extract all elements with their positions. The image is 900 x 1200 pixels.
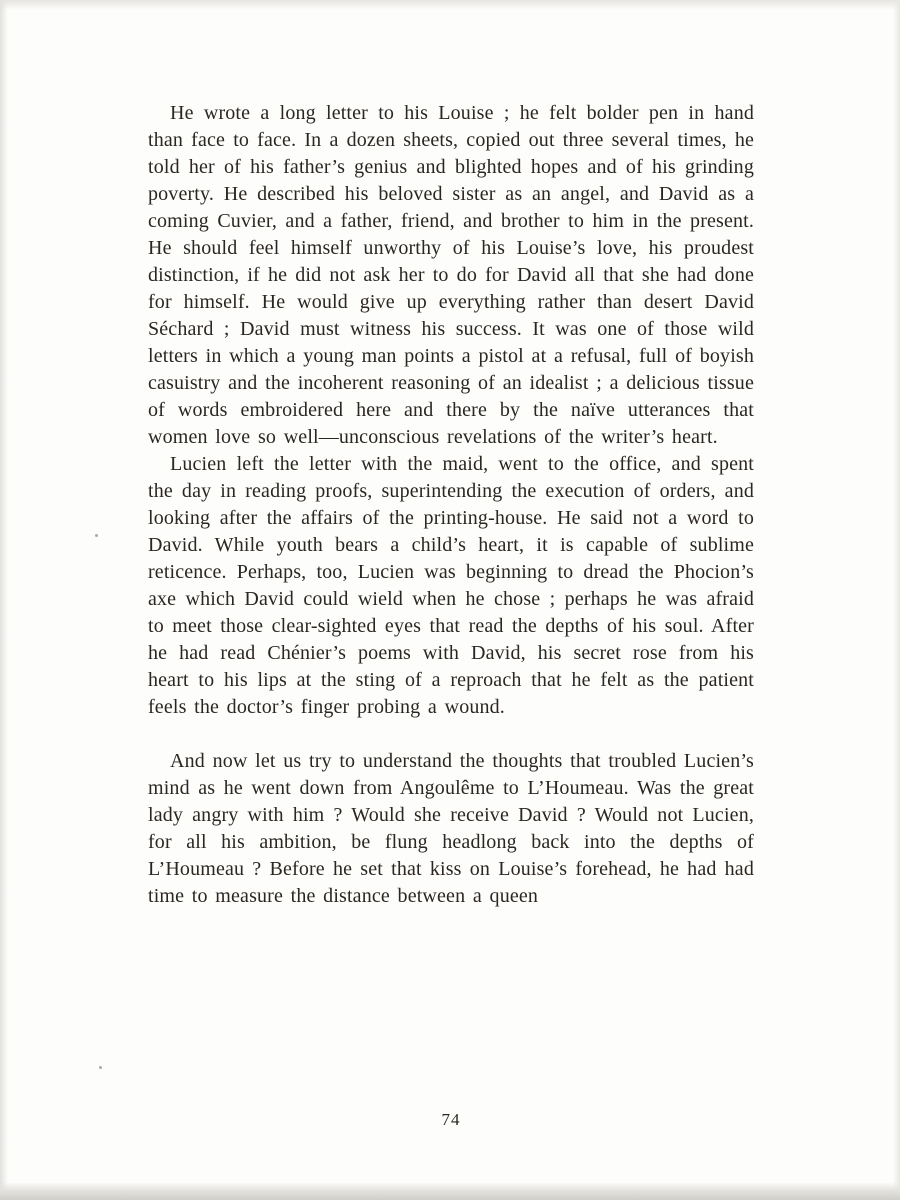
paragraph-lucien-at-office: Lucien left the letter with the maid, went to the office, and spent the day in reading proofs, superintending the execution of orders, and looking after the affairs of the printing-house. He said not a word to David. While youth bears a child’s heart, it is capable of sublime reticence. Perhaps, too, Lucien was beginning to dread the Phocion’s axe which David could wield when he chose ; perhaps he was afraid to meet those clear-sighted eyes that read the depths of his soul. After he had read Chénier’s poems with David, his secret rose from his heart to his lips at the sting of a reproach that he felt as the patient feels the doctor’s finger probing a wound. [148, 453, 754, 718]
page-number: 74 [441, 1110, 461, 1129]
scan-edge-right [893, 0, 900, 1200]
paragraph-lucien-thoughts: And now let us try to understand the thoughts that troubled Lucien’s mind as he went down from Angoulême to L’Houmeau. Was the great lady angry with him ? Would she receive David ? Would not Lucien, for all his ambition, be flung headlong back into the depths of L’Houmeau ? Before he set that kiss on Louise’s forehead, he had had time to measure the distance between a queen [148, 750, 754, 907]
scan-speck [99, 1066, 102, 1069]
paragraph-letter-to-louise: He wrote a long letter to his Louise ; he felt bolder pen in hand than face to face. In a dozen sheets, copied out three several times, he told her of his father’s genius and blighted hopes and of his grinding poverty. He described his beloved sister as an angel, and David as a coming Cuvier, and a father, friend, and brother to him in the present. He should feel himself unworthy of his Louise’s love, his proudest distinction, if he did not ask her to do for David all that she had done for himself. He would give up everything rather than desert David Séchard ; David must witness his success. It was one of those wild letters in which a young man points a pistol at a refusal, full of boyish casuistry and the incoherent reasoning of an idealist ; a delicious tissue of words embroidered here and there by the naïve utterances that women love so well—unconscious revelations of the writer’s heart. [148, 102, 754, 448]
scan-edge-top [0, 0, 900, 10]
scan-edge-bottom [0, 1182, 900, 1200]
scan-speck [95, 534, 98, 537]
scan-edge-left [0, 0, 8, 1200]
page-text-block [148, 100, 754, 910]
